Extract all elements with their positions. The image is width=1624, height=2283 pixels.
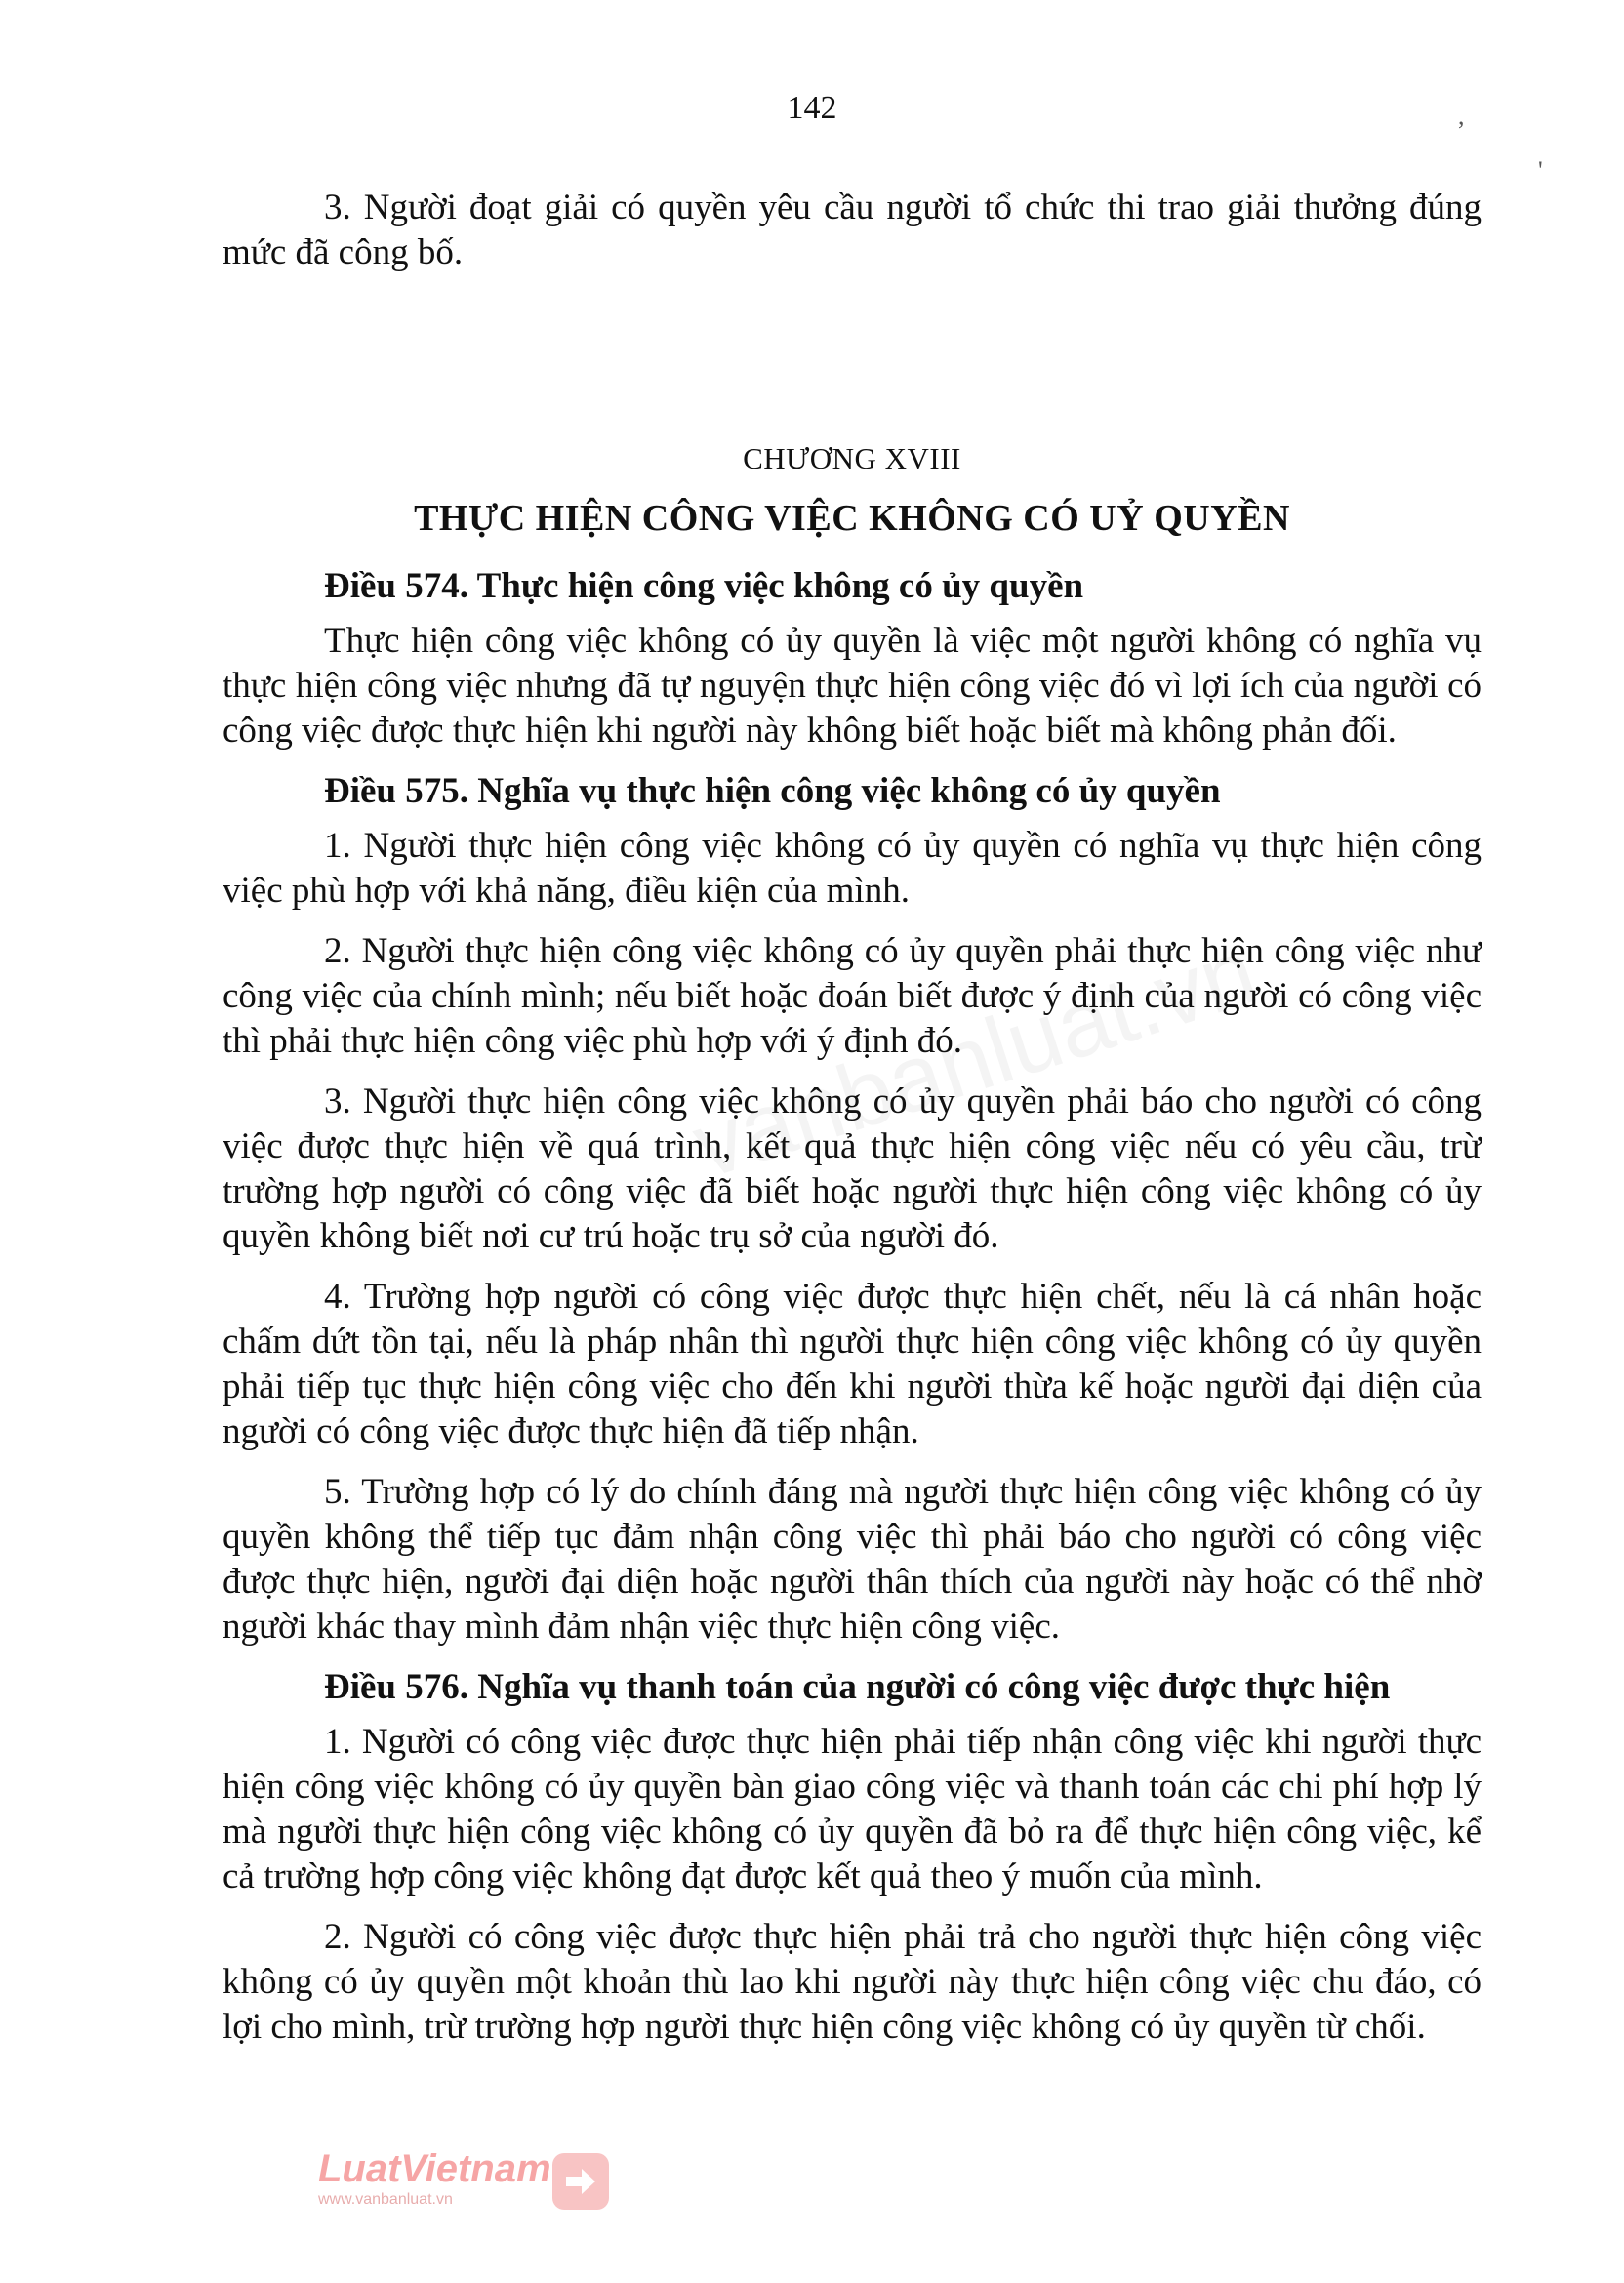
article-paragraph: 3. Người thực hiện công việc không có ủy quyền phải báo cho người có công việc được thực hiện về quá trình, kết quả thực hiện công việc nếu có yêu cầu, trừ trường hợp người có công việc đã biết hoặc người thực hiện công việc không có ủy quyền không biết nơi cư trú hoặc trụ sở của người đó.	[223, 1081, 1482, 1256]
logo-wordmark: LuatVietnam	[318, 2147, 551, 2190]
article-paragraph: 2. Người có công việc được thực hiện phải trả cho người thực hiện công việc không có ủy quyền một khoản thù lao khi người này thực hiện công việc chu đáo, có lợi cho mình, trừ trường hợp người thực hiện công việc không có ủy quyền từ chối.	[223, 1917, 1482, 2047]
page-number: 142	[787, 90, 837, 126]
article-paragraph: 2. Người thực hiện công việc không có ủy quyền phải thực hiện công việc như công việc của chính mình; nếu biết hoặc đoán biết được ý định của người có công việc thì phải thực hiện công việc phù hợp với ý định đó.	[223, 931, 1482, 1061]
article-paragraph: 1. Người thực hiện công việc không có ủy quyền có nghĩa vụ thực hiện công việc phù hợp với khả năng, điều kiện của mình.	[223, 826, 1482, 911]
article-576	[223, 1665, 1482, 2050]
chapter-title: THỰC HIỆN CÔNG VIỆC KHÔNG CÓ UỶ QUYỀN	[414, 498, 1290, 539]
chapter-label: CHƯƠNG XVIII	[743, 441, 961, 475]
article-heading: Điều 574. Thực hiện công việc không có ủy quyền	[324, 566, 1084, 606]
corner-mark: '	[1538, 156, 1543, 184]
document-body	[223, 185, 1482, 2065]
article-paragraph: 1. Người có công việc được thực hiện phải tiếp nhận công việc khi người thực hiện công việc không có ủy quyền bàn giao công việc và thanh toán các chi phí hợp lý mà người thực hiện công việc không có ủy quyền đã bỏ ra để thực hiện công việc, kể cả trường hợp công việc không đạt được kết quả theo ý muốn của mình.	[223, 1722, 1482, 1896]
top-paragraph: 3. Người đoạt giải có quyền yêu cầu người tổ chức thi trao giải thưởng đúng mức đã công bố.	[223, 187, 1482, 272]
article-575	[223, 769, 1482, 1650]
article-heading: Điều 576. Nghĩa vụ thanh toán của người có công việc được thực hiện	[324, 1667, 1391, 1707]
article-paragraph: 4. Trường hợp người có công việc được thực hiện chết, nếu là cá nhân hoặc chấm dứt tồn tại, nếu là pháp nhân thì người thực hiện công việc không có ủy quyền phải tiếp tục thực hiện công việc cho đến khi người thừa kế hoặc người đại diện của người có công việc được thực hiện đã tiếp nhận.	[223, 1277, 1482, 1451]
article-paragraph: 5. Trường hợp có lý do chính đáng mà người thực hiện công việc không có ủy quyền không thể tiếp tục đảm nhận công việc thì phải báo cho người có công việc được thực hiện, người đại diện hoặc người thân thích của người này hoặc có thể nhờ người khác thay mình đảm nhận việc thực hiện công việc.	[223, 1472, 1482, 1647]
luatvietnam-logo	[318, 2147, 611, 2235]
article-paragraph: Thực hiện công việc không có ủy quyền là việc một người không có nghĩa vụ thực hiện công việc nhưng đã tự nguyện thực hiện công việc đó vì lợi ích của người có công việc được thực hiện khi người này không biết hoặc biết mà không phản đối.	[223, 621, 1482, 751]
logo-url: www.vanbanluat.vn	[318, 2191, 453, 2208]
corner-mark: ,	[1458, 102, 1465, 130]
arrow-right-icon	[552, 2153, 609, 2210]
article-574	[223, 564, 1482, 754]
article-heading: Điều 575. Nghĩa vụ thực hiện công việc không có ủy quyền	[324, 771, 1221, 811]
